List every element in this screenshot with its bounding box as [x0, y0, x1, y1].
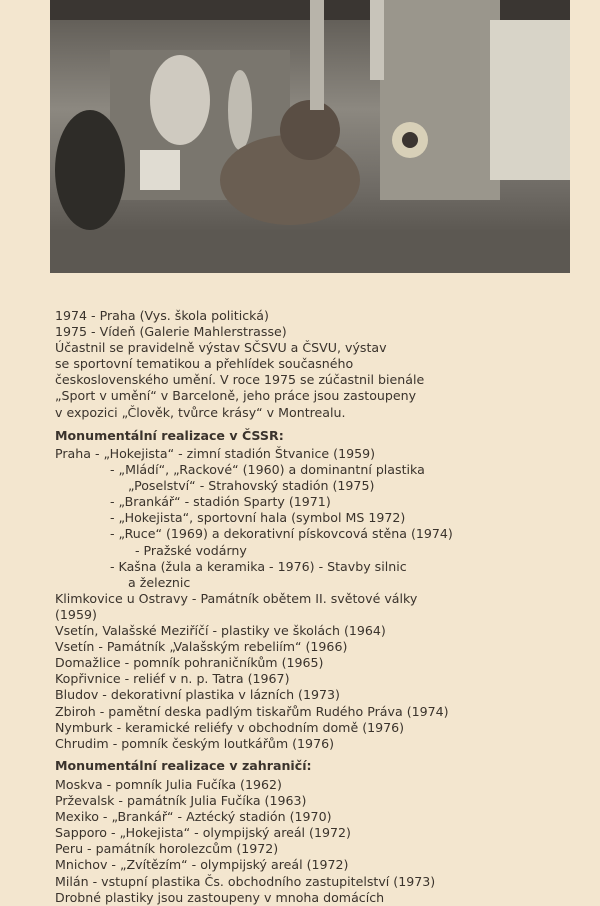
- list-item: Domažlice - pomník pohraničníkům (1965): [55, 655, 324, 671]
- exhibition-item: 1974 - Praha (Vys. škola politická): [55, 308, 269, 323]
- list-item: - Kašna (žula a keramika - 1976) - Stavby silnic: [110, 558, 407, 574]
- list-item: Prževalsk - památník Julia Fučíka (1963): [55, 793, 307, 809]
- list-item: Mexiko - „Brankář“ - Aztécký stadión (1970): [55, 809, 332, 825]
- section-heading-cssr: Monumentální realizace v ČSSR:: [55, 428, 284, 443]
- list-item: Sapporo - „Hokejista“ - olympijský areál (1972): [55, 825, 351, 841]
- list-item: Vsetín, Valašské Meziříčí - plastiky ve školách (1964): [55, 623, 386, 639]
- list-item: Nymburk - keramické reliéfy v obchodním domě (1976): [55, 719, 405, 735]
- list-item: Mnichov - „Zvítězím“ - olympijský areál (1972): [55, 857, 349, 873]
- list-item: Drobné plastiky jsou zastoupeny v mnoha domácích: [55, 889, 385, 905]
- intro-line: v expozici „Člověk, tvůrce krásy“ v Montrealu.: [55, 404, 346, 420]
- list-item: - Pražské vodárny: [135, 542, 247, 558]
- list-item: - „Mládí“, „Rackové“ (1960) a dominantní plastika: [110, 462, 425, 478]
- intro-line: „Sport v umění“ v Barceloně, jeho práce jsou zastoupeny: [55, 388, 417, 404]
- abroad-list: [55, 777, 435, 906]
- list-item: - „Hokejista“, sportovní hala (symbol MS 1972): [110, 510, 406, 526]
- sculpture-studio-image: [50, 0, 570, 273]
- intro-line: československého umění. V roce 1975 se zúčastnil bienále: [55, 372, 425, 388]
- list-item: a železnic: [128, 574, 191, 590]
- intro-line: se sportovní tematikou a přehlídek současného: [55, 356, 354, 372]
- list-item: - „Brankář“ - stadión Sparty (1971): [110, 494, 331, 510]
- list-item: Klimkovice u Ostravy - Památník obětem II. světové války: [55, 590, 418, 606]
- cssr-list: [55, 446, 453, 752]
- list-item: (1959): [55, 606, 97, 622]
- exhibition-item: 1975 - Vídeň (Galerie Mahlerstrasse): [55, 324, 287, 340]
- list-item: Moskva - pomník Julia Fučíka (1962): [55, 777, 282, 792]
- section-heading-abroad: Monumentální realizace v zahraničí:: [55, 758, 312, 773]
- studio-photograph: [50, 0, 570, 273]
- list-item: Kopřivnice - reliéf v n. p. Tatra (1967): [55, 671, 290, 687]
- list-item: Praha - „Hokejista“ - zimní stadión Štvanice (1959): [55, 446, 376, 461]
- exhibition-list: [55, 308, 424, 421]
- intro-line: Účastnil se pravidelně výstav SČSVU a ČSVU, výstav: [55, 340, 387, 356]
- list-item: „Poselství“ - Strahovský stadión (1975): [128, 478, 375, 494]
- list-item: Milán - vstupní plastika Čs. obchodního zastupitelství (1973): [55, 873, 436, 889]
- list-item: Peru - památník horolezcům (1972): [55, 841, 279, 857]
- list-item: Vsetín - Památník „Valašským rebeliím“ (1966): [55, 639, 348, 655]
- list-item: Bludov - dekorativní plastika v lázních (1973): [55, 687, 340, 703]
- list-item: Zbiroh - pamětní deska padlým tiskařům Rudého Práva (1974): [55, 703, 449, 719]
- list-item: - „Ruce“ (1969) a dekorativní pískovcová stěna (1974): [110, 526, 453, 542]
- list-item: Chrudim - pomník českým loutkářům (1976): [55, 735, 335, 751]
